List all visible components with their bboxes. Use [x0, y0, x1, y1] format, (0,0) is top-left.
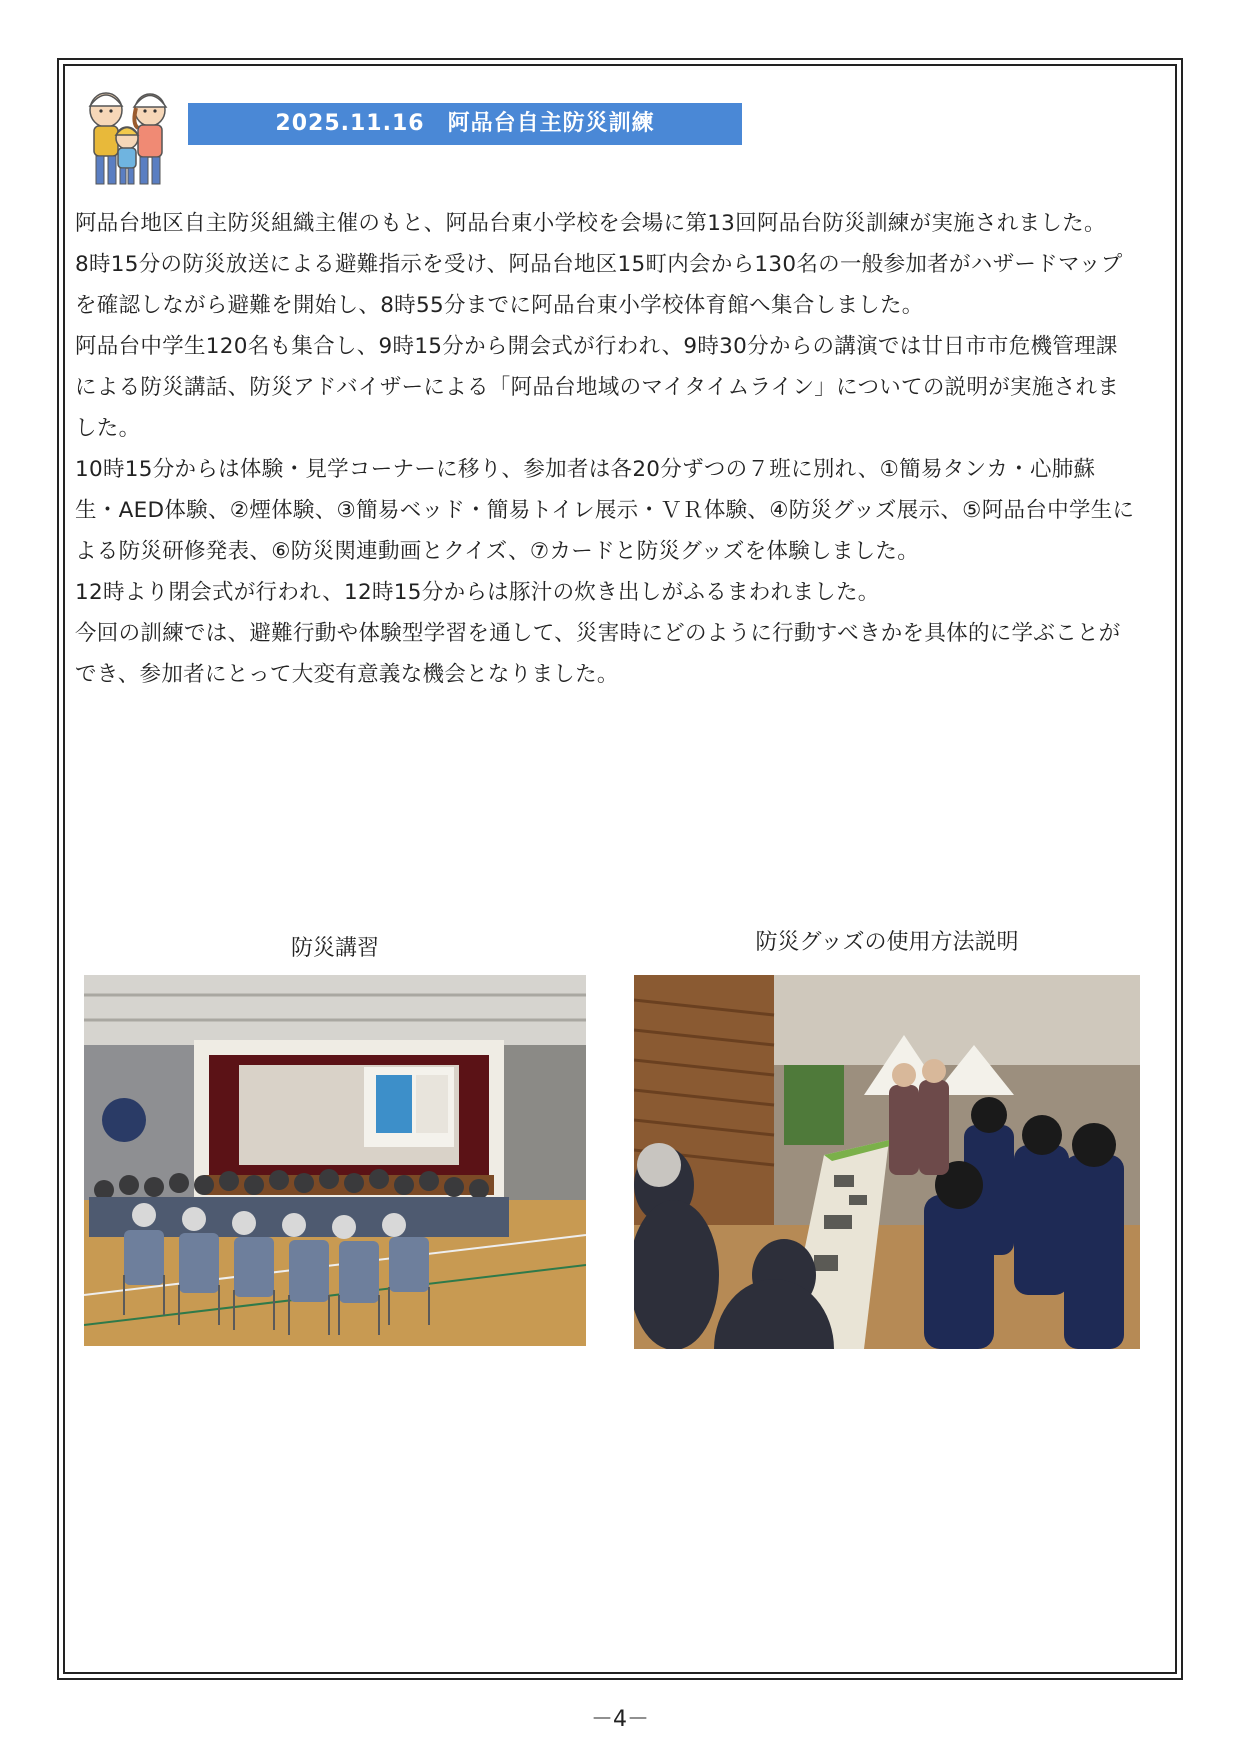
paragraph-experience: 10時15分からは体験・見学コーナーに移り、参加者は各20分ずつの７班に別れ、①簡易タンカ・心肺蘇生・AED体験、②煙体験、③簡易ベッド・簡易トイレ展示・ＶＲ体験、④防災グッズ展示、⑤阿品台中学生による防災研修発表、⑥防災関連動画とクイズ、⑦カードと防災グッズを体験しました。 — [75, 457, 1135, 564]
paragraph-opening: 阿品台中学生120名も集合し、9時15分から開会式が行われ、9時30分からの講演では廿日市市危機管理課による防災講話、防災アドバイザーによる「阿品台地域のマイタイムライン」についての説明が実施されました。 — [75, 334, 1120, 441]
paragraph-summary: 今回の訓練では、避難行動や体験型学習を通して、災害時にどのように行動すべきかを具体的に学ぶことができ、参加者にとって大変有意義な機会となりました。 — [75, 621, 1121, 687]
paragraph-evacuation: 8時15分の防災放送による避難指示を受け、阿品台地区15町内会から130名の一般参加者がハザードマップを確認しながら避難を開始し、8時55分までに阿品台東小学校体育館へ集合しました。 — [75, 252, 1123, 318]
paragraph-closing: 12時より閉会式が行われ、12時15分からは豚汁の炊き出しがふるまわれました。 — [75, 580, 880, 605]
paragraph-intro: 阿品台地区自主防災組織主催のもと、阿品台東小学校を会場に第13回阿品台防災訓練が実施されました。 — [75, 211, 1106, 236]
article-body — [75, 203, 1135, 695]
page-title: 2025.11.16 阿品台自主防災訓練 — [188, 103, 742, 145]
photo-caption-right: 防災グッズの使用方法説明 — [755, 930, 1019, 955]
photo-caption-left: 防災講習 — [290, 936, 379, 961]
family-with-helmets-icon — [80, 80, 174, 188]
page-number: －4－ — [591, 1707, 649, 1732]
photo-lecture — [84, 975, 586, 1346]
photo-goods-demo — [634, 975, 1140, 1349]
